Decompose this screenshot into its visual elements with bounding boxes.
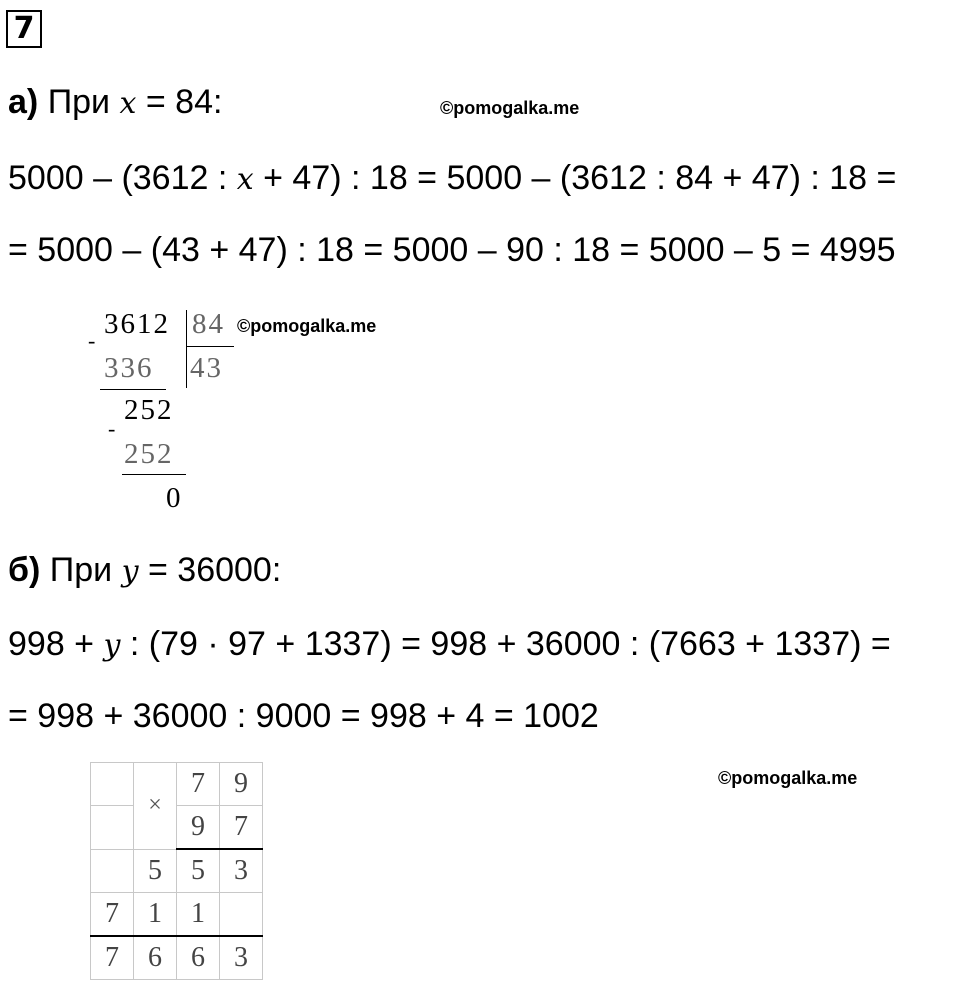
grid-cell	[91, 763, 134, 806]
task-number: 7	[6, 10, 42, 48]
division-minus-1: -	[88, 328, 98, 353]
division-result: 0	[166, 482, 183, 514]
multiply-sign: ×	[134, 763, 177, 850]
grid-cell: 6	[177, 936, 220, 980]
part-a-intro-suffix: = 84:	[145, 83, 223, 121]
grid-cell: 6	[134, 936, 177, 980]
part-a-variable: x	[119, 86, 137, 121]
watermark-3: ©pomogalka.me	[718, 768, 858, 788]
grid-cell: 7	[91, 936, 134, 980]
division-rule-1	[100, 389, 166, 390]
grid-row	[91, 893, 263, 937]
watermark-1: ©pomogalka.me	[440, 98, 580, 118]
part-a-intro	[8, 82, 222, 124]
division-divisor-underline	[186, 346, 234, 347]
part-b-label: б)	[8, 551, 41, 589]
part-b-intro	[8, 550, 281, 592]
division-minus-2: -	[108, 416, 118, 441]
grid-row	[91, 849, 263, 893]
part-a-line-1-end: + 47) : 18 = 5000 – (3612 : 84 + 47) : 18 =	[263, 159, 897, 197]
grid-cell: 5	[177, 849, 220, 893]
division-subtrahend-1: 336	[104, 352, 154, 384]
grid-cell: 3	[220, 936, 263, 980]
division-dividend: 3612	[104, 308, 170, 340]
division-remainder-1: 252	[124, 394, 174, 426]
grid-cell: 1	[177, 893, 220, 937]
part-b-line-1	[8, 624, 891, 666]
grid-cell: 7	[220, 806, 263, 850]
part-a-label: а)	[8, 83, 39, 121]
part-a-intro-prefix: При	[47, 83, 111, 121]
division-subtrahend-2: 252	[124, 438, 174, 470]
part-b-line-1-end: : (79 · 97 + 1337) = 998 + 36000 : (7663 + 1337) =	[129, 625, 891, 663]
part-b-variable: y	[121, 554, 139, 589]
part-b-line-2: = 998 + 36000 : 9000 = 998 + 4 = 1002	[8, 697, 599, 735]
grid-row	[91, 936, 263, 980]
part-b-line-1-variable: y	[103, 628, 121, 663]
part-a-line-2: = 5000 – (43 + 47) : 18 = 5000 – 90 : 18 = 5000 – 5 = 4995	[8, 231, 896, 269]
part-a-line-1	[8, 158, 896, 200]
division-rule-2	[122, 474, 186, 475]
grid-cell	[91, 849, 134, 893]
grid-cell	[220, 893, 263, 937]
part-b-line-1-start: 998 +	[8, 625, 95, 663]
grid-cell: 7	[91, 893, 134, 937]
watermark-2: ©pomogalka.me	[237, 316, 377, 336]
division-quotient: 43	[190, 352, 223, 384]
grid-cell: 9	[220, 763, 263, 806]
multiplication-grid	[90, 762, 263, 980]
grid-cell	[91, 806, 134, 850]
part-b-intro-prefix: При	[49, 551, 113, 589]
grid-row	[91, 763, 263, 806]
part-a-line-1-start: 5000 – (3612 :	[8, 159, 228, 197]
part-a-line-1-variable: x	[236, 162, 254, 197]
grid-cell: 3	[220, 849, 263, 893]
grid-row	[91, 806, 263, 850]
division-vertical-bar	[186, 310, 187, 388]
part-b-intro-suffix: = 36000:	[147, 551, 282, 589]
grid-cell: 5	[134, 849, 177, 893]
grid-cell: 1	[134, 893, 177, 937]
grid-cell: 7	[177, 763, 220, 806]
grid-cell: 9	[177, 806, 220, 850]
division-divisor: 84	[192, 308, 225, 340]
